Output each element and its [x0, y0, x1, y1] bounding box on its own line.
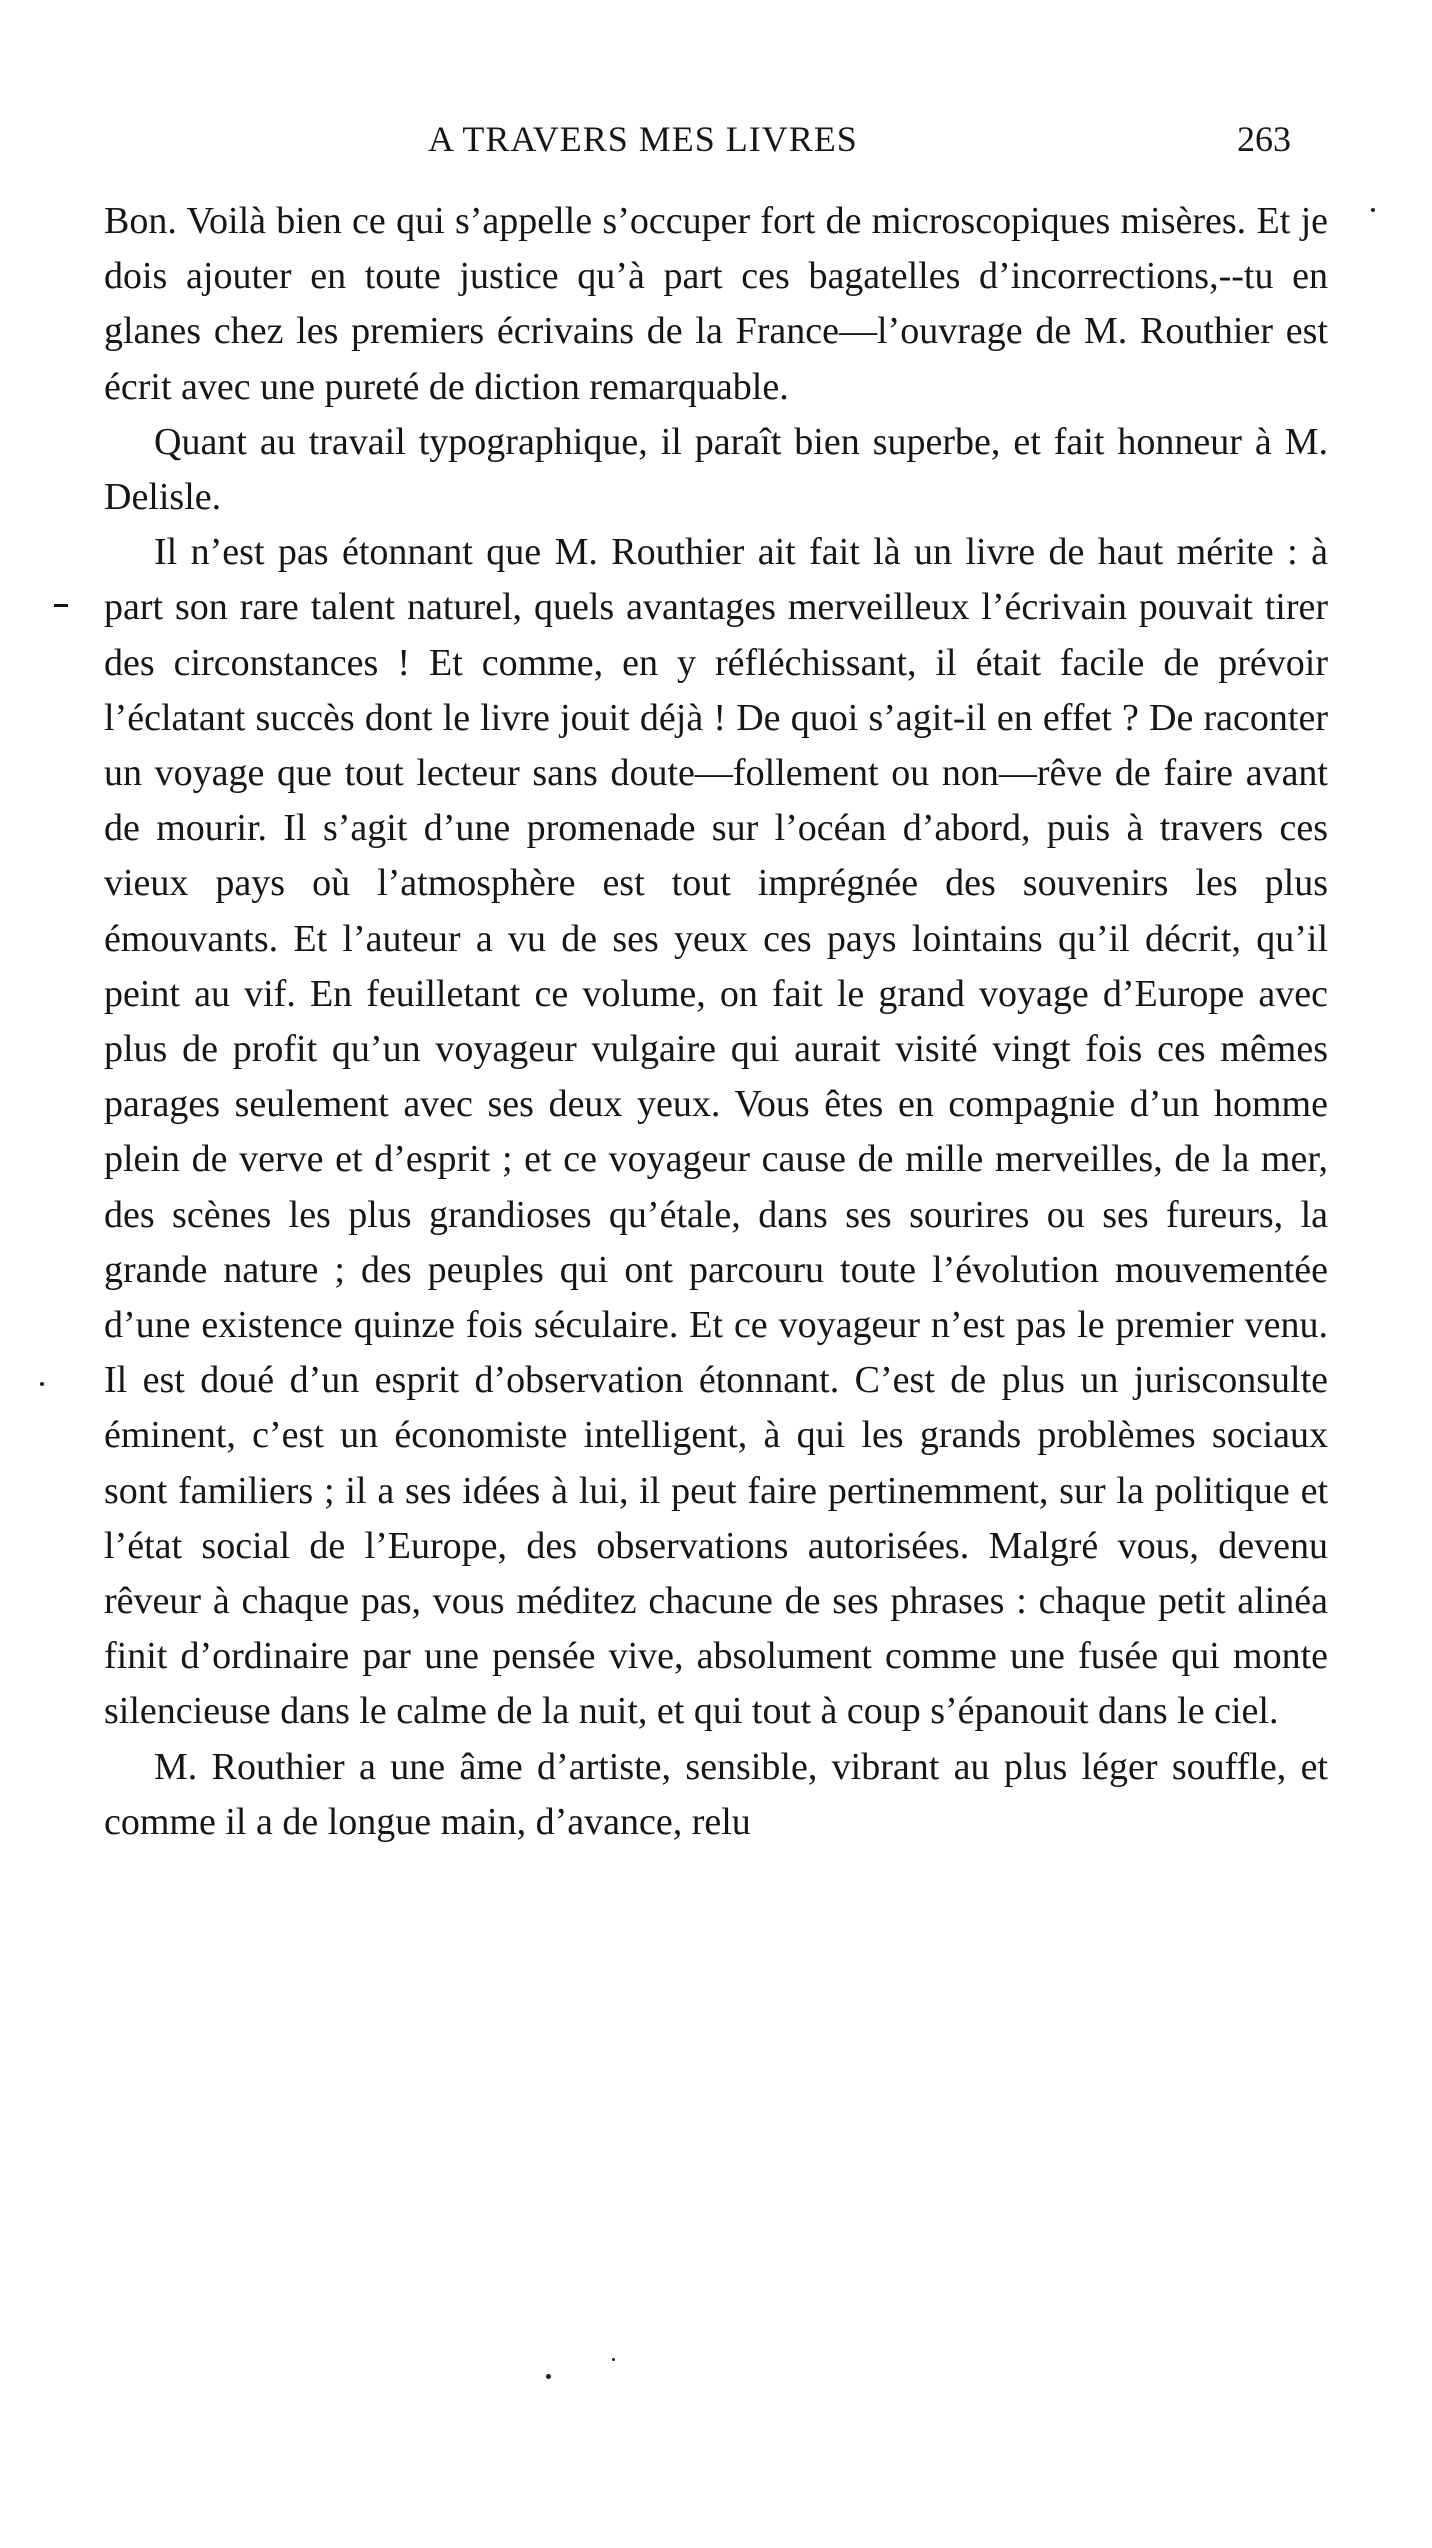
margin-mark: [54, 604, 68, 607]
paragraph-typography: Quant au travail typographique, il paraît bien superbe, et fait honneur à M. Delisle.: [104, 420, 1328, 519]
paragraph-merit: Il n’est pas étonnant que M. Routhier ait fait là un livre de haut mérite : à part son rare talent naturel, quels avantages merveilleux l’écrivain pouvait tirer des circonstances ! Et comme, en y réfléchissant, il était facile de prévoir l’éclatant succès dont le livre jouit déjà ! De quoi s’agit-il en effet ? De raconter un voyage que tout lecteur sans doute—follement ou non—rêve de faire avant de mourir. Il s’agit d’une promenade sur l’océan d’abord, puis à travers ces vieux pays où l’atmosphère est tout imprégnée des souvenirs les plus émouvants. Et l’auteur a vu de ses yeux ces pays lointains qu’il décrit, qu’il peint au vif. En feuilletant ce volume, on fait le grand voyage d’Europe avec plus de profit qu’un voyageur vulgaire qui aurait visité vingt fois ces mêmes parages seulement avec ses deux yeux. Vous êtes en compagnie d’un homme plein de verve et d’esprit ; et ce voyageur cause de mille merveilles, de la mer, des scènes les plus grandioses qu’étale, dans ses sourires ou ses fureurs, la grande nature ; des peuples qui ont parcouru toute l’évolution mouvementée d’une existence quinze fois séculaire. Et ce voyageur n’est pas le premier venu. Il est doué d’un esprit d’observation étonnant. C’est de plus un jurisconsulte éminent, c’est un économiste intelligent, à qui les grands problèmes sociaux sont familiers ; il a ses idées à lui, il peut faire pertinemment, sur la politique et l’état social de l’Europe, des observations autorisées. Malgré vous, devenu rêveur à chaque pas, vous méditez chacune de ses phrases : chaque petit alinéa finit d’ordinaire par une pensée vive, absolument comme une fusée qui monte silencieuse dans le calme de la nuit, et qui tout à coup s’épanouit dans le ciel.: [104, 531, 1328, 1733]
print-speck: [612, 2358, 615, 2361]
paragraph-continued: Bon. Voilà bien ce qui s’appelle s’occuper fort de microscopiques misères. Et je dois ajouter en toute justice qu’à part ces bagatelles d’incorrections,--tu en glanes chez les premiers écrivains de la France—l’ouvrage de M. Routhier est écrit avec une pureté de diction remarquable.: [104, 200, 1328, 408]
print-speck: [40, 1382, 44, 1386]
print-speck: [1371, 208, 1375, 212]
paragraph-artist-soul: M. Routhier a une âme d’artiste, sensible, vibrant au plus léger souffle, et comme il a de longue main, d’avance, relu: [104, 1745, 1328, 1843]
page-number: 263: [1237, 119, 1291, 159]
running-title: A TRAVERS MES LIVRES: [428, 119, 858, 159]
print-speck: [546, 2374, 551, 2379]
body-text: [104, 194, 1328, 1850]
running-header: [0, 114, 1432, 164]
